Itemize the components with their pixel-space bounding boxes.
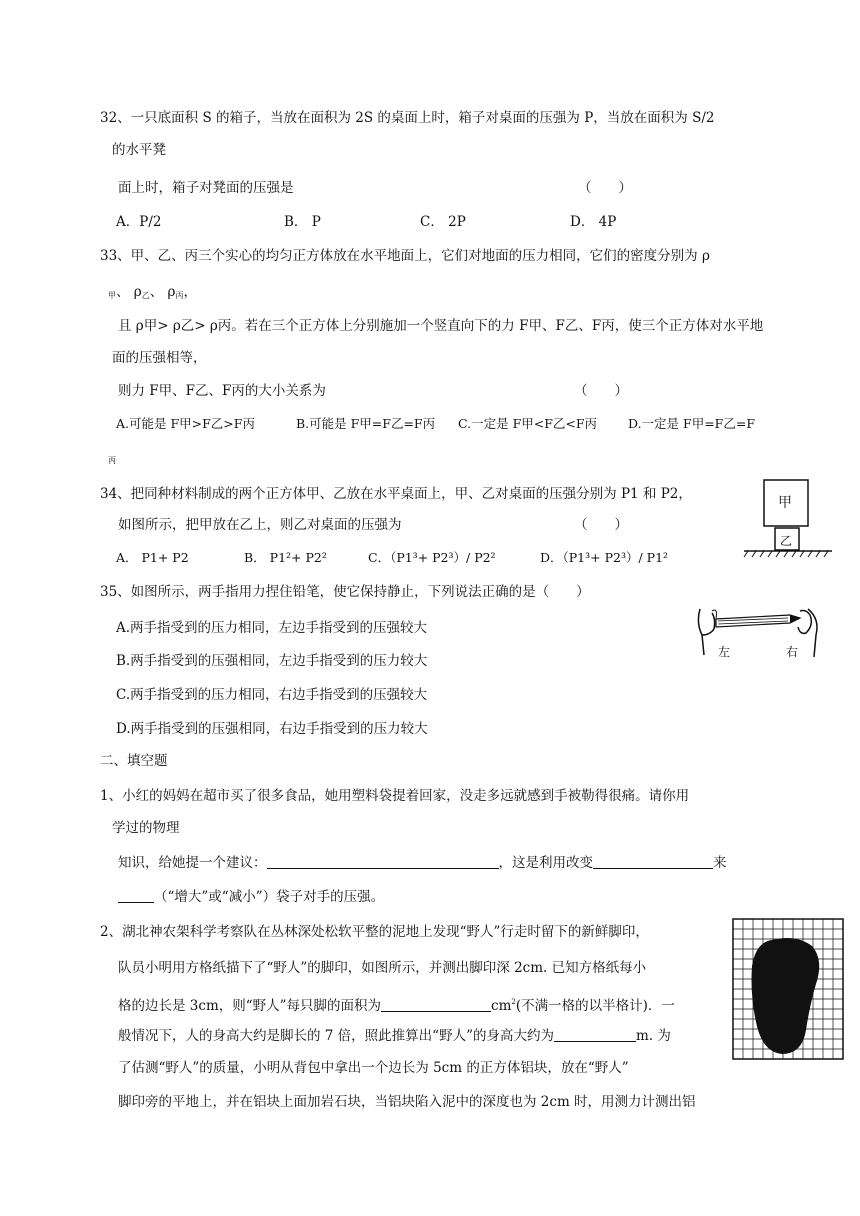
footprint-grid-figure [732,918,844,1060]
q34-option-b: B． P1²+ P2² [244,550,327,565]
area-blank[interactable] [381,997,491,1012]
q34-option-a: A． P1+ P2 [116,550,189,565]
q33-sub-bing: 丙 [175,291,184,300]
q33-option-d: D.一定是 F甲=F乙=F [628,416,755,431]
q34-line2: 如图所示，把甲放在乙上，则乙对桌面的压强为 [118,517,402,533]
increase-decrease-blank[interactable] [118,888,154,903]
q32-paren: （ ） [578,180,632,196]
q33-rho2: 、 ρ [116,284,142,300]
f2-line6: 脚印旁的平地上，并在铝块上面加岩石块，当铝块陷入泥中的深度也为 2cm 时，用测力计测出铝 [118,1094,696,1110]
f1-line3-text: 知识，给她提一个建议： [118,855,267,871]
q35-option-b: B.两手指受到的压强相同，左边手指受到的压力较大 [116,653,428,669]
f1-line2: 学过的物理 [112,820,180,836]
q32-line1: 32、一只底面积 S 的箱子，当放在面积为 2S 的桌面上时，箱子对桌面的压强为 P，当放在面积为 S/2 [100,110,715,126]
q32-line2: 的水平凳 [112,142,166,158]
q32-line3: 面上时，箱子对凳面的压强是 [118,180,294,196]
f2-line3-text: 格的边长是 3cm，则“野人”每只脚的面积为 [118,998,382,1014]
q33-option-d-tail: 丙 [108,456,116,465]
q33-option-b: B.可能是 F甲=F乙=F丙 [296,416,436,431]
q34-line1: 34、把同种材料制成的两个正方体甲、乙放在水平桌面上，甲、乙对桌面的压强分别为 P1 和 P2， [100,486,692,502]
f1-line3-end: 来 [713,855,727,871]
q32-option-c: C． 2P [420,214,466,230]
f2-unit-cm: cm [491,998,512,1014]
q32-option-b: B． P [284,214,321,230]
cube-jia-label: 甲 [778,495,792,511]
q35-line1: 35、如图所示，两手指用力捏住铅笔，使它保持静止，下列说法正确的是（ ） [100,584,590,600]
pencil-fingers-figure [694,605,826,663]
q34-option-c: C．（P1³+ P2³）/ P2² [368,550,496,565]
left-finger-label: 左 [718,645,731,659]
f2-line3: 格的边长是 3cm，则“野人”每只脚的面积为 $cm^2$(不满一格的以半格计)．一 [118,998,675,1014]
q33-line4: 面的压强相等， [112,350,207,366]
q33-line5: 则力 F甲、F乙、F丙的大小关系为 [118,383,326,399]
f2-line4-text: 般情况下，人的身高大约是脚长的 7 倍，照此推算出“野人”的身高大约为 [118,1028,554,1044]
q33-option-a: A.可能是 F甲>F乙>F丙 [116,416,255,431]
q33-comma: ， [183,284,197,300]
q33-rho3: 、 ρ [149,284,176,300]
f1-line3 [118,854,727,872]
q33-line1: 33、甲、乙、丙三个实心的均匀正方体放在水平地面上，它们对地面的压力相同，它们的密度分别为 ρ [100,248,710,264]
f2-line1: 2、湖北神农架科学考察队在丛林深处松软平整的泥地上发现“野人”行走时留下的新鲜脚印， [100,924,649,940]
q33-option-c: C.一定是 F甲<F乙<F丙 [458,416,598,431]
f2-line4 [118,1027,671,1045]
f2-line2: 队员小明用方格纸描下了“野人”的脚印，如图所示，并测出脚印深 2cm. 已知方格纸每小 [118,960,647,976]
q33-paren: （ ） [574,383,628,399]
f1-line4 [118,888,384,906]
q34-option-d: D．（P1³+ P2³）/ P1² [540,550,669,565]
q33-sub-jia: 甲 [108,291,116,300]
q33-line3: 且 ρ甲> ρ乙> ρ丙。若在三个正方体上分别施加一个竖直向下的力 F甲、F乙、F丙，使三个正方体对水平地 [118,318,764,334]
stacked-cubes-figure [740,478,840,560]
f1-line3-mid: ，这是利用改变 [498,855,593,871]
q33-sub-yi: 乙 [141,291,150,300]
cube-yi-label: 乙 [780,534,793,548]
right-finger-label: 右 [786,645,799,659]
f1-line1: 1、小红的妈妈在超市买了很多食品，她用塑料袋提着回家，没走多远就感到手被勒得很痛。请你用 [100,788,690,804]
height-blank[interactable] [554,1027,636,1042]
q35-option-d: D.两手指受到的压强相同，右边手指受到的压力较大 [116,721,428,737]
f2-line3-end: (不满一格的以半格计)．一 [515,998,675,1014]
q35-option-a: A.两手指受到的压力相同，左边手指受到的压强较大 [116,620,428,636]
f1-line4-text: （“增大”或“减小”）袋子对手的压强。 [154,889,385,905]
f2-line5: 了估测“野人”的质量，小明从背包中拿出一个边长为 5cm 的正方体铝块，放在“野人” [118,1060,629,1076]
f2-line4-end: m. 为 [635,1028,671,1044]
section-title-fill-blank: 二、填空题 [100,753,168,769]
change-blank[interactable] [593,854,713,869]
q33-line2 [108,283,197,305]
q34-paren: （ ） [574,517,628,533]
q32-option-d: D． 4P [570,214,617,230]
q35-option-c: C.两手指受到的压力相同，右边手指受到的压强较大 [116,687,428,703]
q32-option-a: A．P/2 [116,214,162,230]
suggestion-blank[interactable] [267,854,499,869]
